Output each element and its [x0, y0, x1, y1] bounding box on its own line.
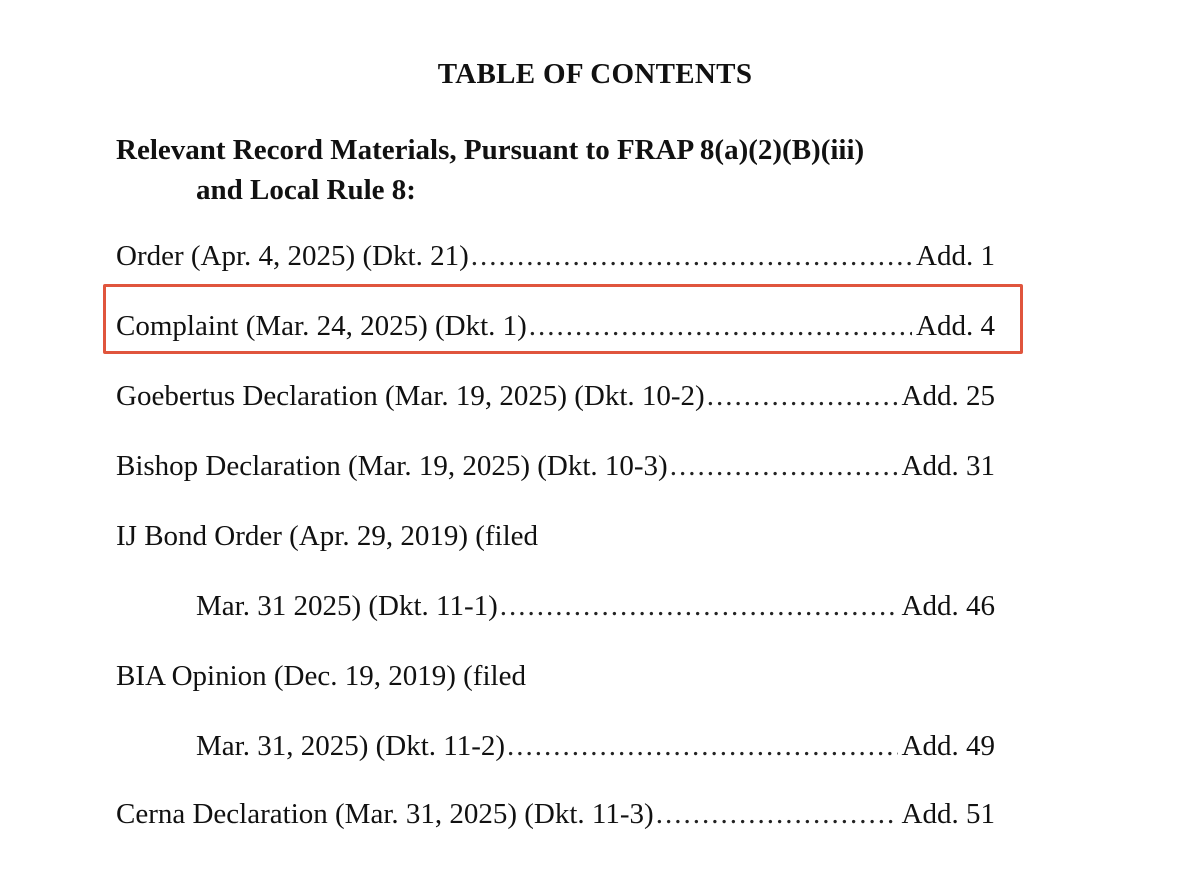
- toc-entry-page: Add. 25: [901, 380, 995, 412]
- toc-entry-text: Goebertus Declaration (Mar. 19, 2025) (Dkt. 10-2): [116, 380, 705, 412]
- dot-leader: [529, 306, 912, 346]
- dot-leader: [500, 586, 898, 626]
- toc-entry-bia-opinion-line1: BIA Opinion (Dec. 19, 2019) (filed: [116, 660, 526, 692]
- toc-entry-ij-bond-order-line1: IJ Bond Order (Apr. 29, 2019) (filed: [116, 520, 539, 552]
- dot-leader: [471, 236, 912, 276]
- toc-entry-text: Order (Apr. 4, 2025) (Dkt. 21): [116, 240, 469, 272]
- toc-entry-text: Mar. 31 2025) (Dkt. 11-1): [196, 590, 498, 622]
- dot-leader: [656, 794, 898, 834]
- toc-entry-order: [116, 236, 995, 276]
- toc-entry-page: Add. 51: [901, 798, 995, 830]
- toc-entry-goebertus-declaration: [116, 376, 995, 416]
- toc-entry-page: Add. 31: [901, 450, 995, 482]
- toc-entry-page: Add. 46: [901, 590, 995, 622]
- toc-entry-ij-bond-order: [196, 586, 995, 626]
- toc-entry-cerna-declaration: [116, 794, 995, 834]
- toc-entry-text: Mar. 31, 2025) (Dkt. 11-2): [196, 730, 506, 762]
- toc-entry-page: Add. 49: [901, 730, 995, 762]
- toc-entry-page: Add. 4: [916, 310, 995, 342]
- toc-entry-text: Cerna Declaration (Mar. 31, 2025) (Dkt. 11-3): [116, 798, 654, 830]
- dot-leader: [707, 376, 898, 416]
- section-heading-line2: and Local Rule 8:: [196, 174, 416, 206]
- section-heading-line1: Relevant Record Materials, Pursuant to FRAP 8(a)(2)(B)(iii): [116, 134, 865, 166]
- toc-entry-bia-opinion: [196, 726, 995, 766]
- toc-entry-bishop-declaration: [116, 446, 995, 486]
- toc-entry-text: Complaint (Mar. 24, 2025) (Dkt. 1): [116, 310, 527, 342]
- toc-title: TABLE OF CONTENTS: [437, 58, 753, 90]
- toc-entry-page: Add. 1: [916, 240, 995, 272]
- section-heading: [116, 130, 864, 210]
- dot-leader: [507, 726, 898, 766]
- dot-leader: [670, 446, 898, 486]
- toc-entry-complaint: [116, 306, 995, 346]
- toc-entry-text: Bishop Declaration (Mar. 19, 2025) (Dkt. 10-3): [116, 450, 668, 482]
